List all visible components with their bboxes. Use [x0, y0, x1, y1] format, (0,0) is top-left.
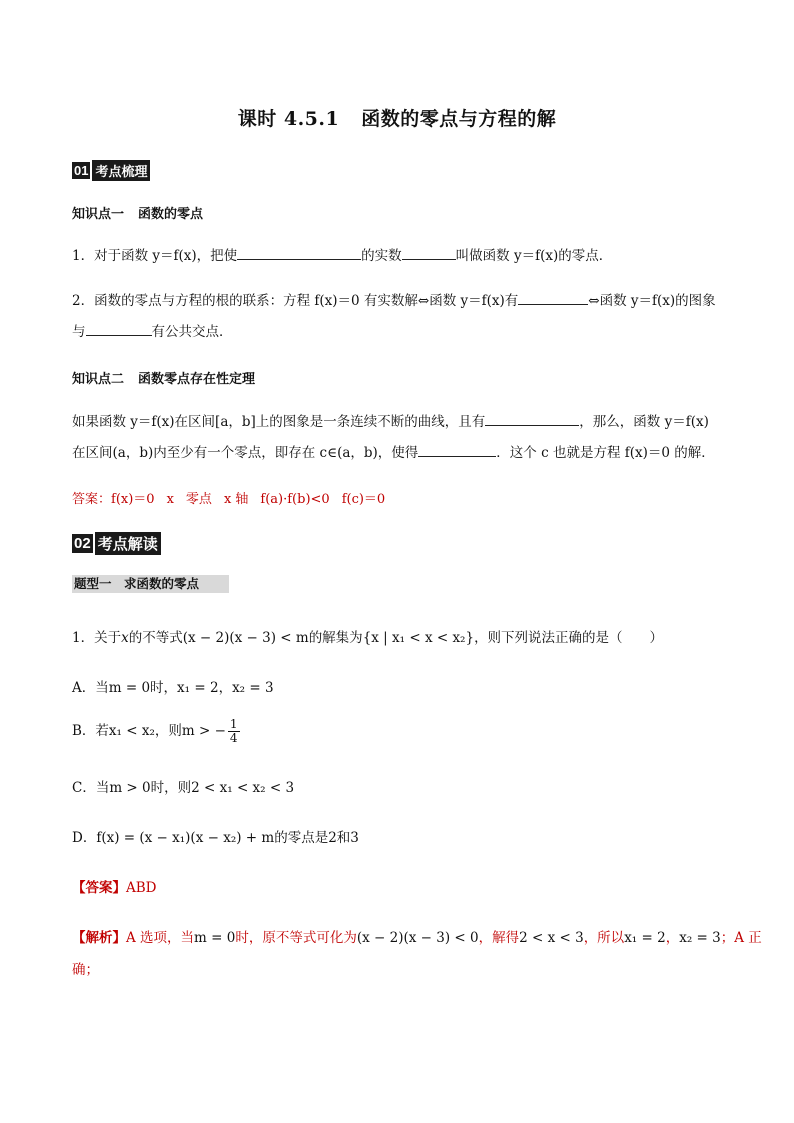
fill-blank [237, 245, 361, 260]
item1-text-a: 1．对于函数 y＝f(x)，把使 [72, 248, 238, 264]
option-math: m > − [181, 723, 226, 739]
fill-blank [418, 442, 496, 457]
theorem-line-2 [72, 442, 722, 463]
answer-item: x [166, 492, 174, 507]
q1-math: (x − 2)(x − 3) < m [182, 630, 309, 646]
option-math: f(x) = (x − x₁)(x − x₂) + m [96, 830, 275, 846]
fraction-denominator: 4 [229, 731, 238, 745]
kp-name: 函数零点存在性定理 [138, 372, 256, 387]
q1-math: x [121, 630, 129, 646]
item2-text-d: 有公共交点． [151, 324, 233, 340]
item2-text-c: 与 [72, 324, 86, 340]
fraction [228, 718, 240, 745]
fill-blank [485, 411, 579, 426]
option-text: D． [72, 830, 97, 846]
q1-text: 的不等式 [128, 630, 183, 646]
section-number: 01 [74, 163, 89, 178]
q1-text: 1．关于 [72, 630, 122, 646]
item1-text-c: 叫做函数 y＝f(x)的零点． [455, 248, 613, 264]
analysis-text: 确； [72, 962, 99, 978]
q1-text: 的解集为 [308, 630, 363, 646]
kp-name: 函数的零点 [138, 207, 204, 222]
answer-line [72, 488, 397, 507]
analysis-text: 时，原不等式可化为 [235, 930, 357, 946]
title-main: 函数的零点与方程的解 [361, 108, 557, 130]
analysis-line-2 [72, 958, 99, 978]
section-label: 考点解读 [95, 532, 161, 555]
item2-text-a: 2．函数的零点与方程的根的联系：方程 f(x)＝0 有实数解⇔函数 y＝f(x)有 [72, 293, 519, 309]
option-a [72, 676, 274, 696]
fill-blank [86, 321, 152, 336]
option-math: 2 [328, 830, 337, 846]
analysis-math: 2 < x < 3 [519, 930, 584, 946]
option-math: m = 0 [108, 680, 151, 696]
answer-item: 零点 [185, 492, 212, 507]
q1-text: ，则下列说法正确的是（ ） [474, 630, 664, 646]
thm-text-a: 如果函数 y＝f(x)在区间[a，b]上的图象是一条连续不断的曲线，且有 [72, 414, 486, 430]
analysis-math: x₂ = 3 [679, 930, 721, 946]
option-b [72, 718, 242, 745]
option-math: m > 0 [109, 780, 151, 796]
section-number: 02 [74, 535, 91, 552]
option-text: ， [218, 680, 233, 696]
option-text: C．当 [72, 780, 110, 796]
option-math: 3 [350, 830, 359, 846]
option-text: 时，则 [150, 780, 192, 796]
answer-2 [72, 876, 157, 896]
thm-text-b: ，那么，函数 y＝f(x) [579, 414, 709, 430]
knowledge-point-1 [72, 203, 203, 222]
option-math: x₂ = 3 [232, 680, 274, 696]
item1-text-b: 的实数 [361, 248, 402, 264]
item-1 [72, 245, 722, 266]
option-text: A．当 [72, 680, 109, 696]
option-math: x₁ = 2 [177, 680, 219, 696]
q1-math: {x | x₁ < x < x₂} [362, 630, 475, 646]
item-2-line2 [72, 321, 722, 342]
option-math: x₁ < x₂ [108, 723, 155, 739]
option-text: ，则 [154, 723, 182, 739]
option-c [72, 776, 294, 796]
analysis-text: ；A 正 [720, 930, 762, 946]
analysis-text: ， [665, 930, 680, 946]
option-text: B．若 [72, 723, 109, 739]
answer-label: 答案： [72, 492, 112, 507]
analysis-math: (x − 2)(x − 3) < 0 [356, 930, 479, 946]
thm-text-c: 在区间(a，b)内至少有一个零点，即存在 c∈(a，b)，使得 [72, 445, 419, 461]
item-2 [72, 290, 722, 311]
option-d [72, 826, 359, 846]
analysis-text: ，所以 [583, 930, 625, 946]
option-text: 时， [150, 680, 178, 696]
page-title [0, 104, 794, 131]
analysis-text: ，解得 [478, 930, 520, 946]
answer-item: f(c)＝0 [341, 492, 386, 507]
section-heading-2 [72, 532, 161, 555]
fill-blank [518, 290, 588, 305]
question-1 [72, 626, 663, 646]
question-type-banner: 题型一 求函数的零点 [72, 575, 229, 593]
thm-text-d: ．这个 c 也就是方程 f(x)＝0 的解． [496, 445, 715, 461]
answer-item: x 轴 [223, 492, 249, 507]
title-prefix: 课时 4.5.1 [237, 108, 340, 130]
kp-label: 知识点一 [72, 207, 125, 222]
option-text: 和 [336, 830, 351, 846]
analysis-line-1 [72, 926, 762, 946]
section-label: 考点梳理 [92, 160, 150, 181]
analysis-label: 【解析】 [72, 930, 126, 946]
fraction-numerator: 1 [229, 717, 238, 731]
section-heading-1 [72, 160, 150, 181]
option-text: 的零点是 [274, 830, 329, 846]
analysis-text: A 选项，当 [126, 930, 195, 946]
fill-blank [402, 245, 456, 260]
theorem-line-1 [72, 411, 722, 432]
option-math: 2 < x₁ < x₂ < 3 [191, 780, 295, 796]
analysis-math: x₁ = 2 [624, 930, 666, 946]
kp-label: 知识点二 [72, 372, 125, 387]
knowledge-point-2 [72, 368, 255, 387]
answer-item: f(x)＝0 [111, 492, 155, 507]
answer-label: 【答案】 [72, 880, 126, 896]
analysis-math: m = 0 [194, 930, 236, 946]
answer-value: ABD [126, 880, 157, 896]
answer-item: f(a)·f(b)<0 [260, 492, 330, 507]
item2-text-b: ⇔函数 y＝f(x)的图象 [588, 293, 716, 309]
